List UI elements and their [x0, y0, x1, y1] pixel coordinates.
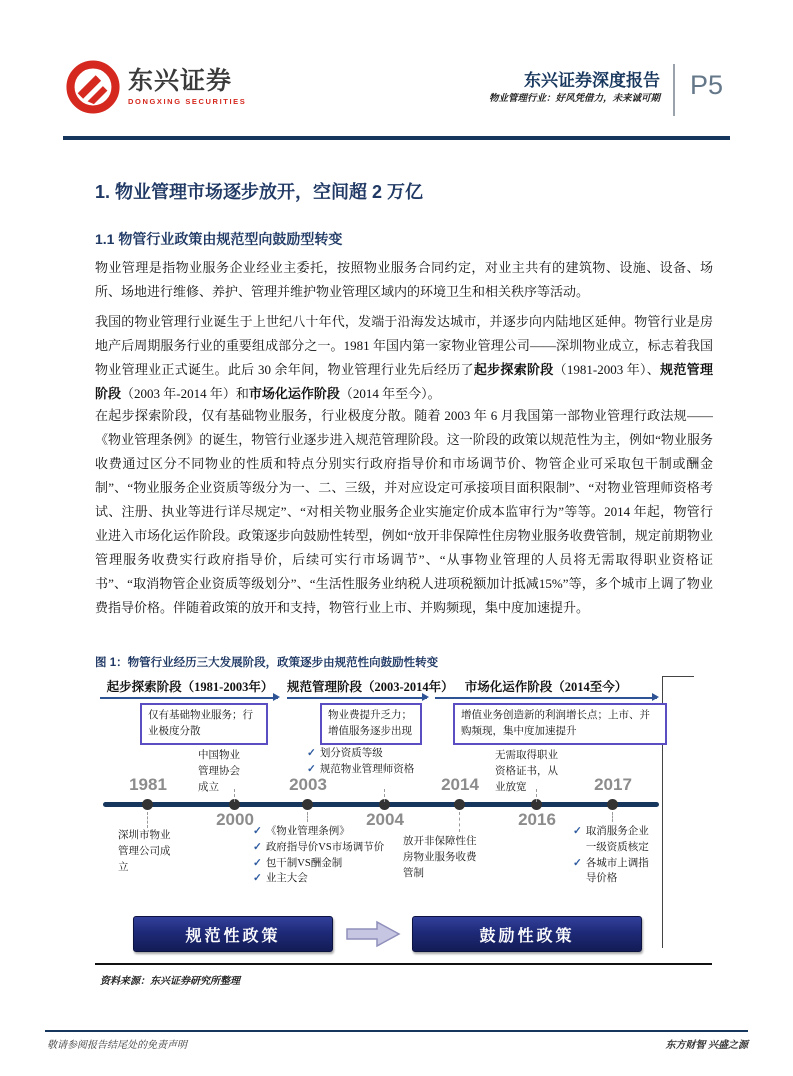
report-type-title: 东兴证券深度报告	[524, 71, 660, 90]
footer-disclaimer: 敬请参阅报告结尾处的免责声明	[47, 1040, 187, 1051]
paragraph: 在起步探索阶段，仅有基础物业服务，行业极度分散。随着 2003 年 6 月我国第一部物业管理行政法规——《物业管理条例》的诞生，物管行业逐步进入规范管理阶段。这一阶段的政策以规范性为主，例如“物业服务收费通过区分不同物业的性质和特点分别实行政府指导价和市场调节价、物管企业可采取包干制或酬金制”、“物业服务企业资质等级分为一、二、三级，并对应设定可承接项目面积限制”、“对物业管理师资格考试、注册、执业等进行详尽规定”、“对相关物业服务企业实施定价成本监审行为”等等。2014 年起，物管行业进入市场化运作阶段。政策逐步向鼓励性转型，例如“放开非保障性住房物业服务收费管制，规定前期物业管理服务收费实行政府指导价，后续可实行市场调节”、“从事物业管理的人员将无需取得职业资格证书”、“取消物管企业资质等级划分”、“生活性服务业纳税人进项税额加计抵减15%”等，多个城市上调了物业费指导价格。伴随着政策的放开和支持，物管行业上市、并购频现，集中度加速提升。	[95, 408, 713, 615]
connector-1981	[147, 812, 148, 828]
policy-box-encouraging: 鼓励性政策	[412, 916, 642, 952]
year-label: 2000	[216, 810, 254, 829]
phase-label-2: 规范管理阶段（2003-2014年）	[287, 680, 454, 694]
year-label: 2004	[366, 810, 404, 829]
year-label: 1981	[129, 775, 167, 794]
year-label: 2003	[289, 775, 327, 794]
checkmark-item: ✓ 划分资质等级	[307, 746, 425, 762]
header-rule	[63, 136, 730, 140]
phase-label-1: 起步探索阶段（1981-2003年）	[106, 680, 274, 694]
timeline-dot-2014	[454, 799, 465, 810]
transition-arrow-icon	[345, 919, 403, 949]
checkmark-item: ✓ 政府指导价VS市场调节价	[253, 840, 398, 856]
logo-name: 东兴证券	[128, 66, 233, 95]
check-icon: ✓	[307, 763, 316, 775]
footer-slogan: 东方财智 兴盛之源	[665, 1040, 748, 1051]
timeline-dot-2003	[302, 799, 313, 810]
phase-summary-box-2: 物业费提升乏力；增值服务逐步出现	[320, 703, 422, 745]
event-note-2003	[253, 824, 398, 887]
check-icon: ✓	[253, 873, 262, 885]
figure-frame-tick	[662, 676, 694, 677]
report-subtitle: 物业管理行业：好风凭借力，未来诚可期	[488, 94, 660, 104]
check-icon: ✓	[573, 857, 582, 869]
phase-arrow-3	[435, 697, 657, 699]
subsection-title: 1.1 物管行业政策由规范型向鼓励型转变	[95, 231, 343, 247]
figure-timeline-diagram	[95, 676, 712, 952]
phase-label-3: 市场化运作阶段（2014至今）	[464, 680, 628, 694]
check-icon: ✓	[253, 826, 262, 837]
phase-arrow-2	[287, 697, 427, 699]
event-note-1981: 深圳市物业管理公司成立	[118, 830, 171, 873]
paragraph: 我国的物业管理行业诞生于上世纪八十年代，发端于沿海发达城市，并逐步向内陆地区延伸。物管行业是房地产后周期服务行业的重要组成部分之一。1981 年国内第一家物业管理公司——深圳物业成立，标志着我国物业管理业正式诞生。此后 30 余年间，物业管理行业先后经历了起步探索阶段（1981-2003 年）、规范管理阶段（2003 年-2014 年）和市场化运作阶段（2014 年至今）。	[95, 314, 713, 401]
checkmark-item: ✓ 《物业管理条例》	[253, 824, 398, 840]
header-divider	[673, 64, 675, 116]
year-label: 2017	[594, 775, 632, 794]
event-note-2017	[573, 824, 649, 887]
year-label: 2014	[441, 775, 479, 794]
paragraph: 物业管理是指物业服务企业经业主委托，按照物业服务合同约定，对业主共有的建筑物、设施、设备、场所、场地进行维修、养护、管理并维护物业管理区域内的环境卫生和相关秩序等活动。	[95, 260, 713, 299]
check-icon: ✓	[253, 857, 262, 869]
dongxing-logo-icon	[66, 60, 120, 114]
checkmark-item: ✓ 业主大会	[253, 871, 398, 887]
event-note-2016: 无需取得职业资格证书，从业放宽	[495, 750, 558, 793]
connector-2017	[612, 812, 613, 822]
page-number: P5	[690, 70, 724, 100]
check-icon: ✓	[253, 841, 262, 853]
logo-subname: DONGXING SECURITIES	[128, 96, 247, 106]
phase-summary-box-3: 增值业务创造新的利润增长点；上市、并购频现，集中度加速提升	[453, 703, 667, 745]
year-label: 2016	[518, 810, 556, 829]
checkmark-item: ✓ 规范物业管理师资格	[307, 762, 425, 778]
check-icon: ✓	[573, 826, 582, 837]
figure-source: 资料来源：东兴证券研究所整理	[100, 976, 240, 987]
checkmark-item: ✓ 取消服务企业一级资质核定	[573, 826, 649, 853]
timeline-dot-2017	[607, 799, 618, 810]
checkmark-item: ✓ 各城市上调指导价格	[573, 857, 649, 885]
connector-2014	[459, 812, 460, 832]
event-note-2014: 放开非保障性住房物业服务收费管制	[403, 836, 477, 879]
figure-bottom-rule	[95, 963, 712, 965]
phase-arrow-1	[100, 697, 278, 699]
section-title: 1. 物业管理市场逐步放开，空间超 2 万亿	[95, 182, 424, 202]
timeline-dot-1981	[142, 799, 153, 810]
checkmark-item: ✓ 包干制VS酬金制	[253, 856, 398, 872]
phase-summary-box-1: 仅有基础物业服务；行业极度分散	[140, 703, 268, 745]
event-note-2004	[307, 746, 425, 778]
check-icon: ✓	[307, 748, 316, 759]
figure-caption: 图 1：物管行业经历三大发展阶段，政策逐步由规范性向鼓励性转变	[95, 657, 439, 669]
footer-rule	[45, 1030, 748, 1032]
event-note-2000: 中国物业管理协会成立	[198, 750, 240, 793]
connector-2003	[307, 812, 308, 822]
policy-box-normative: 规范性政策	[133, 916, 333, 952]
company-logo	[66, 60, 246, 114]
connector-2004	[384, 789, 385, 802]
